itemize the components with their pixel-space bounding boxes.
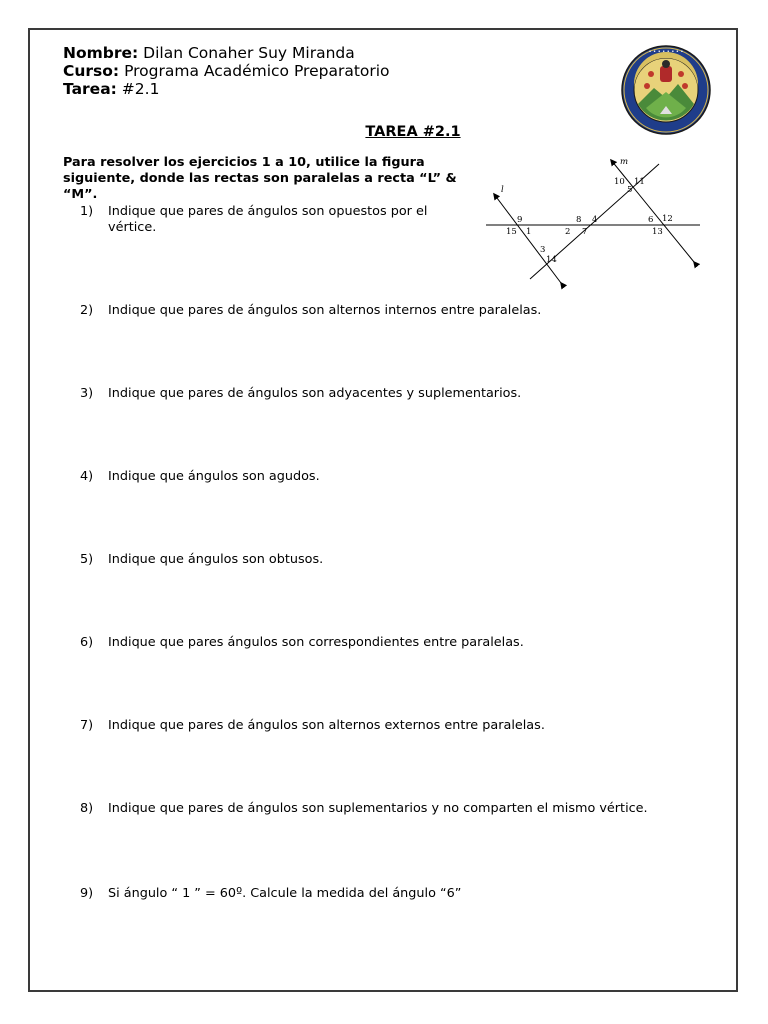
angle-label-1: 1 bbox=[526, 227, 532, 237]
question-text: Indique que pares de ángulos son opuestos por el vértice. bbox=[108, 204, 428, 235]
task-line bbox=[63, 80, 390, 98]
angle-label-4: 4 bbox=[592, 215, 598, 225]
angle-label-14: 14 bbox=[546, 255, 557, 265]
angle-label-2: 2 bbox=[565, 227, 571, 237]
line-m-label: m bbox=[620, 157, 629, 167]
name-value: Dilan Conaher Suy Miranda bbox=[143, 44, 355, 62]
question-8 bbox=[80, 801, 648, 817]
question-number: 8) bbox=[80, 801, 94, 816]
question-number: 3) bbox=[80, 386, 94, 401]
question-9 bbox=[80, 886, 461, 902]
question-number: 1) bbox=[80, 204, 94, 219]
question-number: 6) bbox=[80, 635, 94, 650]
question-text: Indique que pares de ángulos son alternos internos entre paralelas. bbox=[108, 303, 542, 318]
angle-label-6: 6 bbox=[648, 215, 654, 225]
question-text: Indique que pares de ángulos son adyacentes y suplementarios. bbox=[108, 386, 522, 401]
name-line bbox=[63, 44, 390, 62]
line-l bbox=[494, 194, 561, 283]
question-number: 5) bbox=[80, 552, 94, 567]
angle-label-8: 8 bbox=[576, 215, 582, 225]
assignment-title-text: TAREA #2.1 bbox=[365, 124, 461, 140]
question-text: Indique que ángulos son agudos. bbox=[108, 469, 320, 484]
university-seal-logo bbox=[620, 44, 712, 136]
question-4 bbox=[80, 469, 320, 485]
svg-text:• • • • • • • •: • • • • • • • • bbox=[648, 49, 684, 55]
parallel-lines-figure bbox=[476, 154, 704, 286]
task-value: #2.1 bbox=[121, 80, 160, 98]
question-5 bbox=[80, 552, 323, 568]
question-text: Indique que pares de ángulos son alternos externos entre paralelas. bbox=[108, 718, 545, 733]
angle-label-9: 9 bbox=[517, 215, 523, 225]
line-m bbox=[611, 160, 694, 262]
angle-label-5: 5 bbox=[627, 185, 633, 195]
question-number: 9) bbox=[80, 886, 94, 901]
course-label: Curso: bbox=[63, 62, 120, 80]
course-value: Programa Académico Preparatorio bbox=[124, 62, 390, 80]
angle-label-10: 10 bbox=[614, 177, 625, 187]
angle-label-12: 12 bbox=[662, 214, 673, 224]
question-number: 4) bbox=[80, 469, 94, 484]
task-label: Tarea: bbox=[63, 80, 117, 98]
question-number: 7) bbox=[80, 718, 94, 733]
angle-label-3: 3 bbox=[540, 245, 546, 255]
line-l-label: l bbox=[501, 185, 504, 195]
document-page bbox=[28, 28, 738, 992]
question-2 bbox=[80, 303, 541, 319]
question-number: 2) bbox=[80, 303, 94, 318]
question-6 bbox=[80, 635, 524, 651]
student-header bbox=[63, 44, 390, 98]
question-3 bbox=[80, 386, 521, 402]
question-text: Indique que pares de ángulos son suplementarios y no comparten el mismo vértice. bbox=[108, 801, 648, 816]
instructions-text: Para resolver los ejercicios 1 a 10, utilice la figura siguiente, donde las rectas son paralelas a recta “L” & “M”. bbox=[63, 155, 457, 202]
angle-label-11: 11 bbox=[634, 177, 645, 187]
angle-label-15: 15 bbox=[506, 227, 517, 237]
question-text: Indique que ángulos son obtusos. bbox=[108, 552, 324, 567]
name-label: Nombre: bbox=[63, 44, 139, 62]
assignment-title bbox=[30, 124, 736, 140]
angle-label-13: 13 bbox=[652, 227, 663, 237]
angle-label-7: 7 bbox=[582, 227, 588, 237]
question-text: Indique que pares ángulos son correspondientes entre paralelas. bbox=[108, 635, 524, 650]
course-line bbox=[63, 62, 390, 80]
question-text: Si ángulo “ 1 ” = 60º. Calcule la medida del ángulo “6” bbox=[108, 886, 462, 901]
question-7 bbox=[80, 718, 545, 734]
